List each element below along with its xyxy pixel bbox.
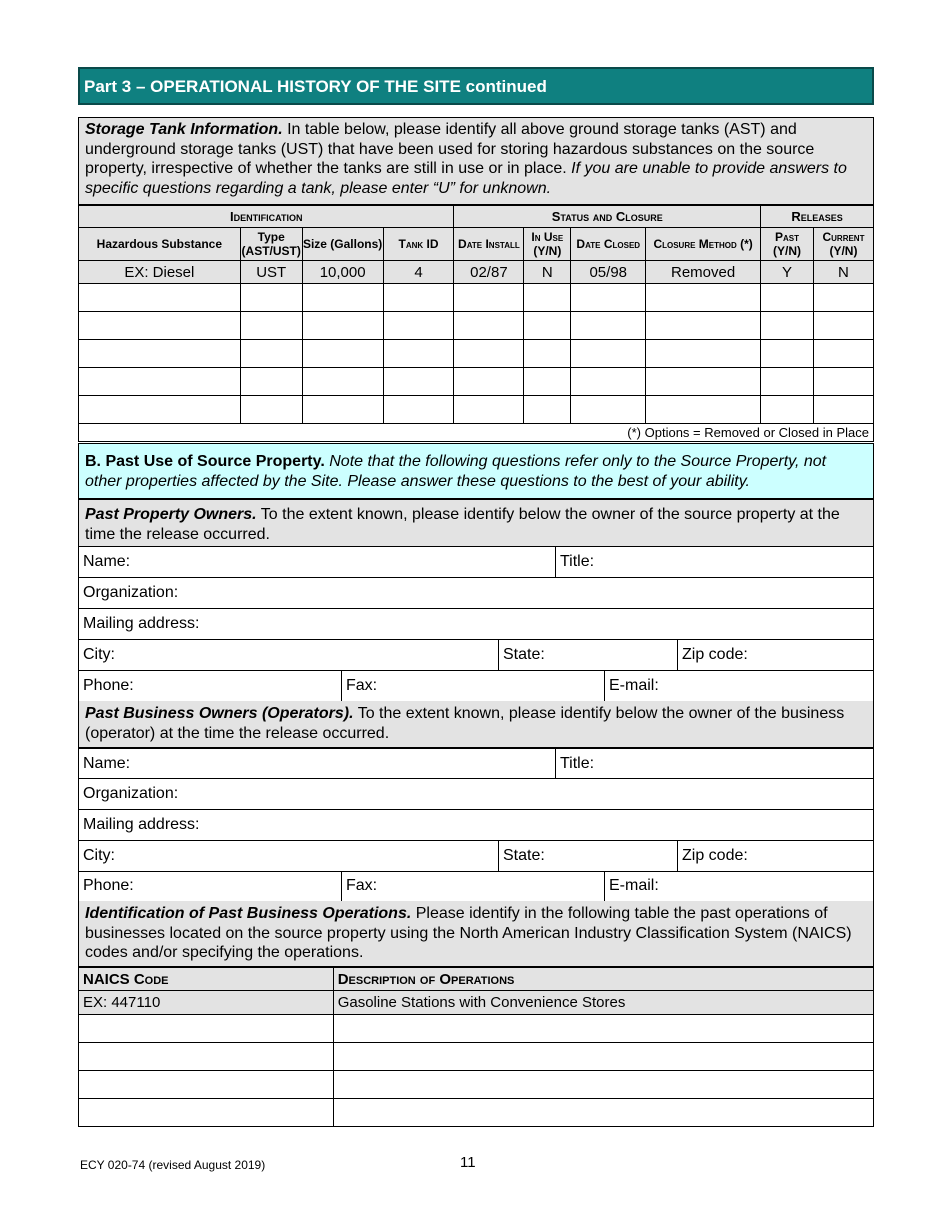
table-cell[interactable]	[302, 396, 383, 424]
past-use-section	[78, 443, 874, 499]
table-cell: EX: Diesel	[79, 261, 241, 284]
table-cell[interactable]	[383, 396, 454, 424]
table-row[interactable]	[79, 1015, 874, 1043]
table-cell[interactable]	[454, 340, 524, 368]
past-owners-intro	[78, 499, 874, 547]
operator-organization-field[interactable]: Organization:	[83, 785, 179, 802]
table-cell[interactable]	[524, 368, 571, 396]
col-closure-method: Closure Method (*)	[646, 228, 761, 261]
table-cell[interactable]	[333, 1015, 873, 1043]
table-cell[interactable]	[79, 396, 241, 424]
owner-city-row	[78, 640, 874, 671]
owner-city-field[interactable]: City:	[83, 646, 115, 663]
operations-title: Identification of Past Business Operations.	[85, 905, 412, 922]
table-cell: Y	[761, 261, 814, 284]
table-row[interactable]	[79, 340, 874, 368]
form-id: ECY 020-74 (revised August 2019)	[80, 1158, 266, 1172]
table-cell[interactable]	[240, 312, 302, 340]
table-row[interactable]	[79, 1071, 874, 1099]
table-cell[interactable]	[761, 396, 814, 424]
col-tank-id: Tank ID	[383, 228, 454, 261]
storage-tank-text: In table below, please identify all above ground storage tanks (AST) and underground storage tanks (UST) that have been used for storing hazardous substances on the source property, irrespective of whether the tanks are still in use or in place.	[85, 121, 815, 177]
table-row[interactable]	[79, 368, 874, 396]
col-date-closed: Date Closed	[571, 228, 646, 261]
table-cell: 02/87	[454, 261, 524, 284]
operator-mailing-field[interactable]: Mailing address:	[83, 816, 200, 833]
table-cell[interactable]	[571, 368, 646, 396]
past-operators-title: Past Business Owners (Operators).	[85, 705, 354, 722]
storage-tank-intro	[78, 117, 874, 205]
owner-phone-row	[78, 671, 874, 702]
page-number: 11	[460, 1154, 476, 1171]
table-row[interactable]	[79, 284, 874, 312]
group-releases: Releases	[761, 206, 874, 228]
table-cell[interactable]	[383, 368, 454, 396]
table-cell[interactable]	[454, 312, 524, 340]
past-use-text: Note that the following questions refer only to the Source Property, not other properties affected by the Site. Please answer these questions to the best of your ability.	[85, 453, 827, 490]
example-row	[79, 261, 874, 284]
table-cell[interactable]	[813, 312, 873, 340]
table-row[interactable]	[79, 396, 874, 424]
table-cell[interactable]	[813, 340, 873, 368]
col-past: Past (Y/N)	[761, 228, 814, 261]
operator-city-field[interactable]: City:	[83, 847, 115, 864]
operator-title-field[interactable]: Title:	[555, 749, 875, 779]
table-cell[interactable]	[454, 396, 524, 424]
group-identification: Identification	[79, 206, 454, 228]
col-current: Current (Y/N)	[813, 228, 873, 261]
table-cell[interactable]	[646, 396, 761, 424]
table-cell[interactable]	[571, 284, 646, 312]
operator-name-field[interactable]: Name:	[83, 755, 131, 772]
table-cell[interactable]	[79, 312, 241, 340]
table-cell[interactable]	[524, 284, 571, 312]
operations-intro	[78, 901, 874, 967]
part-header: Part 3 – OPERATIONAL HISTORY OF THE SITE continued	[78, 67, 874, 105]
table-cell[interactable]	[571, 340, 646, 368]
operator-name-row	[78, 748, 874, 779]
table-cell[interactable]	[383, 312, 454, 340]
operator-phone-row	[78, 871, 874, 902]
operations-text: Please identify in the following table the past operations of businesses located on the source property using the North American Industry Classification System (NAICS) codes and/or specifying the operations.	[85, 905, 852, 961]
table-cell[interactable]	[79, 1043, 334, 1071]
table-cell[interactable]	[761, 368, 814, 396]
table-cell[interactable]	[524, 312, 571, 340]
col-in-use: In Use (Y/N)	[524, 228, 571, 261]
col-date-install: Date Install	[454, 228, 524, 261]
past-operators-text: To the extent known, please identify below the owner of the business (operator) at the time the release occurred.	[85, 705, 845, 742]
table-cell: N	[524, 261, 571, 284]
operator-zip-field[interactable]: Zip code:	[677, 841, 875, 871]
owner-mailing-field[interactable]: Mailing address:	[83, 615, 200, 632]
table-cell: 4	[383, 261, 454, 284]
operator-state-field[interactable]: State:	[498, 841, 677, 871]
table-cell[interactable]	[571, 312, 646, 340]
storage-tank-italic: If you are unable to provide answers to specific questions regarding a tank, please enter “U” for unknown.	[85, 160, 847, 197]
col-size: Size (Gallons)	[302, 228, 383, 261]
operator-mailing-row	[78, 810, 874, 841]
operator-fax-field[interactable]: Fax:	[341, 871, 604, 901]
table-cell[interactable]	[454, 368, 524, 396]
col-type: Type (AST/UST)	[240, 228, 302, 261]
table-cell[interactable]	[646, 284, 761, 312]
table-cell[interactable]	[646, 340, 761, 368]
owner-zip-field[interactable]: Zip code:	[677, 640, 875, 670]
table-cell: 10,000	[302, 261, 383, 284]
owner-email-field[interactable]: E-mail:	[604, 671, 875, 701]
table-cell[interactable]	[79, 368, 241, 396]
table-cell[interactable]	[383, 284, 454, 312]
example-row	[79, 991, 874, 1015]
table-cell[interactable]	[79, 1099, 334, 1127]
owner-organization-field[interactable]: Organization:	[83, 584, 179, 601]
past-use-title: B. Past Use of Source Property.	[85, 453, 325, 470]
storage-tank-title: Storage Tank Information.	[85, 121, 283, 138]
owner-name-field[interactable]: Name:	[83, 553, 131, 570]
owner-phone-field[interactable]: Phone:	[83, 677, 134, 694]
table-cell[interactable]	[302, 312, 383, 340]
table-cell[interactable]	[79, 1071, 334, 1099]
owner-fax-field[interactable]: Fax:	[341, 671, 604, 701]
table-cell[interactable]	[302, 340, 383, 368]
closure-note: (*) Options = Removed or Closed in Place	[79, 424, 874, 442]
table-cell[interactable]	[333, 1071, 873, 1099]
table-row[interactable]	[79, 312, 874, 340]
operator-email-field[interactable]: E-mail:	[604, 871, 875, 901]
table-cell[interactable]	[761, 312, 814, 340]
naics-table	[78, 967, 874, 1127]
owner-org-row	[78, 578, 874, 609]
table-cell[interactable]	[524, 396, 571, 424]
table-cell: N	[813, 261, 873, 284]
naics-code-header: NAICS Code	[79, 968, 334, 991]
table-cell[interactable]	[79, 1015, 334, 1043]
table-row[interactable]	[79, 1099, 874, 1127]
owner-mailing-row	[78, 609, 874, 640]
table-cell[interactable]	[240, 368, 302, 396]
naics-example-code: EX: 447110	[79, 991, 334, 1015]
past-owners-text: To the extent known, please identify below the owner of the source property at the time the release occurred.	[85, 506, 840, 543]
table-cell[interactable]	[79, 284, 241, 312]
col-substance: Hazardous Substance	[79, 228, 241, 261]
table-cell[interactable]	[813, 368, 873, 396]
operations-description-header: Description of Operations	[333, 968, 873, 991]
tank-table	[78, 205, 874, 442]
operator-phone-field[interactable]: Phone:	[83, 877, 134, 894]
table-cell[interactable]	[240, 340, 302, 368]
table-cell[interactable]	[524, 340, 571, 368]
group-status: Status and Closure	[454, 206, 761, 228]
table-cell[interactable]	[813, 284, 873, 312]
table-cell[interactable]	[302, 284, 383, 312]
table-row[interactable]	[79, 1043, 874, 1071]
table-cell: UST	[240, 261, 302, 284]
operator-city-row	[78, 841, 874, 872]
owner-name-row	[78, 547, 874, 578]
naics-example-description: Gasoline Stations with Convenience Stores	[333, 991, 873, 1015]
table-cell[interactable]	[383, 340, 454, 368]
past-owners-title: Past Property Owners.	[85, 506, 257, 523]
table-cell[interactable]	[79, 340, 241, 368]
table-cell[interactable]	[646, 312, 761, 340]
table-cell: 05/98	[571, 261, 646, 284]
table-cell[interactable]	[454, 284, 524, 312]
table-cell[interactable]	[646, 368, 761, 396]
operator-org-row	[78, 779, 874, 810]
table-cell[interactable]	[761, 340, 814, 368]
owner-state-field[interactable]: State:	[498, 640, 677, 670]
past-operators-intro	[78, 701, 874, 748]
table-cell: Removed	[646, 261, 761, 284]
table-cell[interactable]	[333, 1043, 873, 1071]
table-cell[interactable]	[571, 396, 646, 424]
table-cell[interactable]	[302, 368, 383, 396]
table-cell[interactable]	[333, 1099, 873, 1127]
table-cell[interactable]	[240, 284, 302, 312]
table-cell[interactable]	[761, 284, 814, 312]
owner-title-field[interactable]: Title:	[555, 547, 875, 577]
table-cell[interactable]	[813, 396, 873, 424]
table-cell[interactable]	[240, 396, 302, 424]
